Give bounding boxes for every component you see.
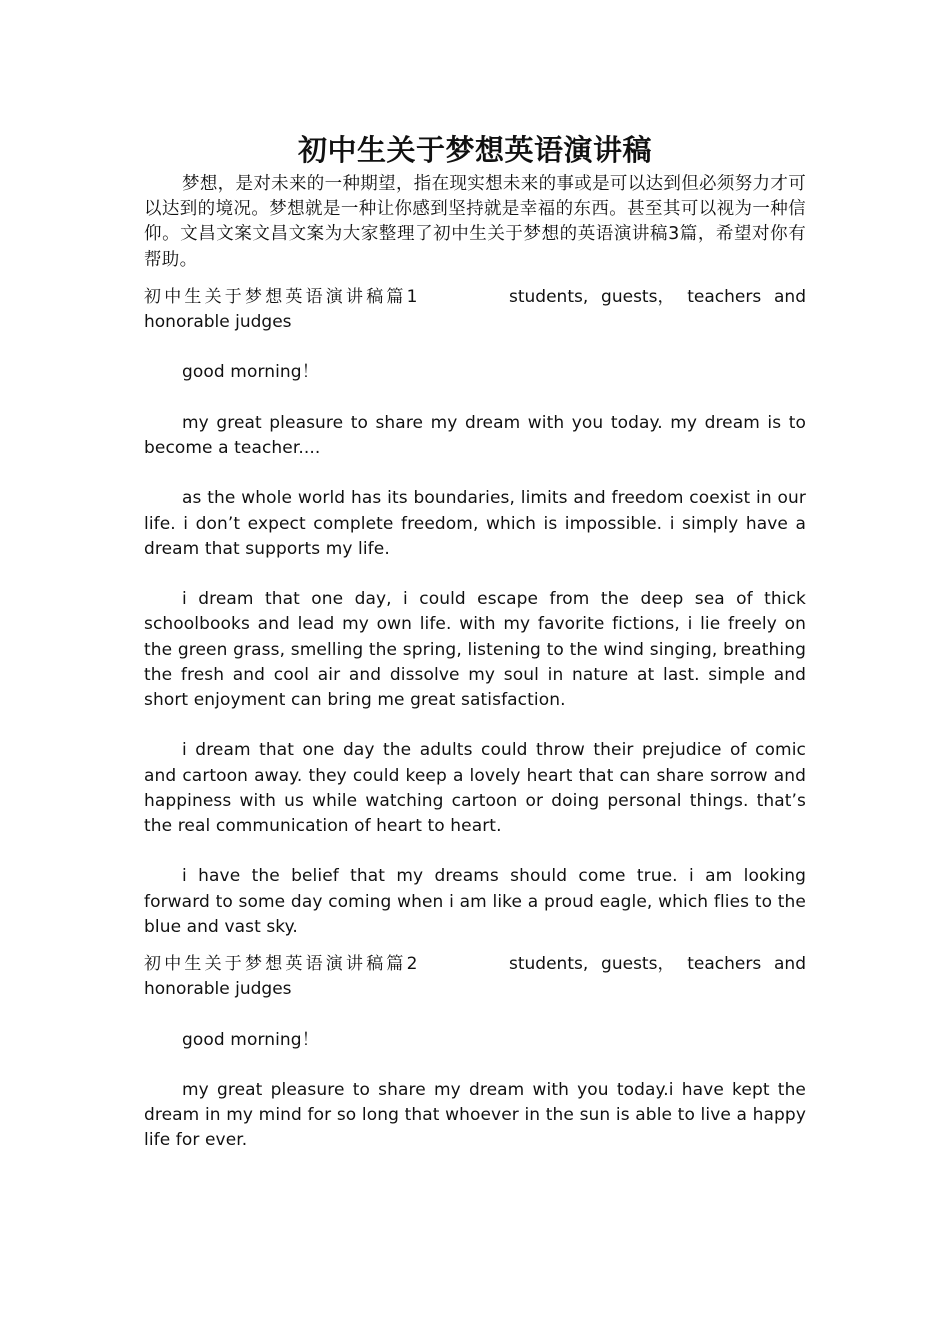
- speech2-greeting-tail: honorable judges: [144, 979, 292, 1000]
- speech1-greeting-word: guests，: [601, 286, 675, 307]
- speech2-morning: good morning！: [182, 1029, 319, 1050]
- speech2-greeting-word: and: [774, 954, 806, 974]
- speech1-paragraph-1: my great pleasure to share my dream with you today. my dream is to become a teacher....: [144, 412, 806, 458]
- intro-paragraph: 梦想，是对未来的一种期望，指在现实想未来的事或是可以达到但必须努力才可以达到的境况。梦想就是一种让你感到坚持就是幸福的东西。甚至其可以视为一种信仰。文昌文案文昌文案为大家整理了初中生关于梦想的英语演讲稿3篇，希望对你有帮助。: [144, 174, 806, 270]
- speech2-greeting-word: teachers: [687, 954, 762, 974]
- speech1-greeting-tail: honorable judges: [144, 312, 292, 333]
- speech1-paragraph-3: i dream that one day, i could escape from the deep sea of thick schoolbooks and lead my own life. with my favorite fictions, i lie freely on the green grass, smelling the spring, listening to the wind singing, breathing the fresh and cool air and dissolve my soul in nature at last. simple and short enjoyment can bring me great satisfaction.: [144, 589, 806, 710]
- speech1-heading-block: [144, 285, 806, 335]
- speech1-paragraph-4: i dream that one day the adults could throw their prejudice of comic and cartoon away. they could keep a lovely heart that can share sorrow and happiness with us while watching cartoon or doing personal things. that’s the real communication of heart to heart.: [144, 740, 806, 836]
- speech1-greeting-words: [509, 285, 806, 310]
- speech1-greeting-word: students,: [509, 286, 589, 307]
- speech1-heading-row: [144, 285, 806, 310]
- speech2-greeting-word: students,: [509, 954, 589, 974]
- speech2-greeting-word: guests，: [601, 954, 675, 974]
- speech2-paragraph-1: my great pleasure to share my dream with you today.i have kept the dream in my mind for so long that whoever in the sun is able to live a happy life for ever.: [144, 1079, 806, 1151]
- speech1-greeting-word: and: [774, 286, 806, 307]
- speech1-greeting-word: teachers: [687, 286, 762, 307]
- speech2-heading-block: [144, 952, 806, 1002]
- document-page: [144, 128, 806, 1179]
- speech1-paragraph-2: as the whole world has its boundaries, limits and freedom coexist in our life. i don’t expect complete freedom, which is impossible. i simply have a dream that supports my life.: [144, 488, 806, 559]
- speech2-heading: 初中生关于梦想英语演讲稿篇2: [144, 954, 421, 974]
- speech1-paragraph-5: i have the belief that my dreams should come true. i am looking forward to some day coming when i am like a proud eagle, which flies to the blue and vast sky.: [144, 866, 806, 937]
- speech1-heading: 初中生关于梦想英语演讲稿篇1: [144, 286, 421, 307]
- document-title: 初中生关于梦想英语演讲稿: [297, 133, 652, 167]
- speech2-greeting-words: [509, 952, 806, 977]
- speech2-heading-row: [144, 952, 806, 977]
- speech1-morning: good morning！: [182, 362, 319, 383]
